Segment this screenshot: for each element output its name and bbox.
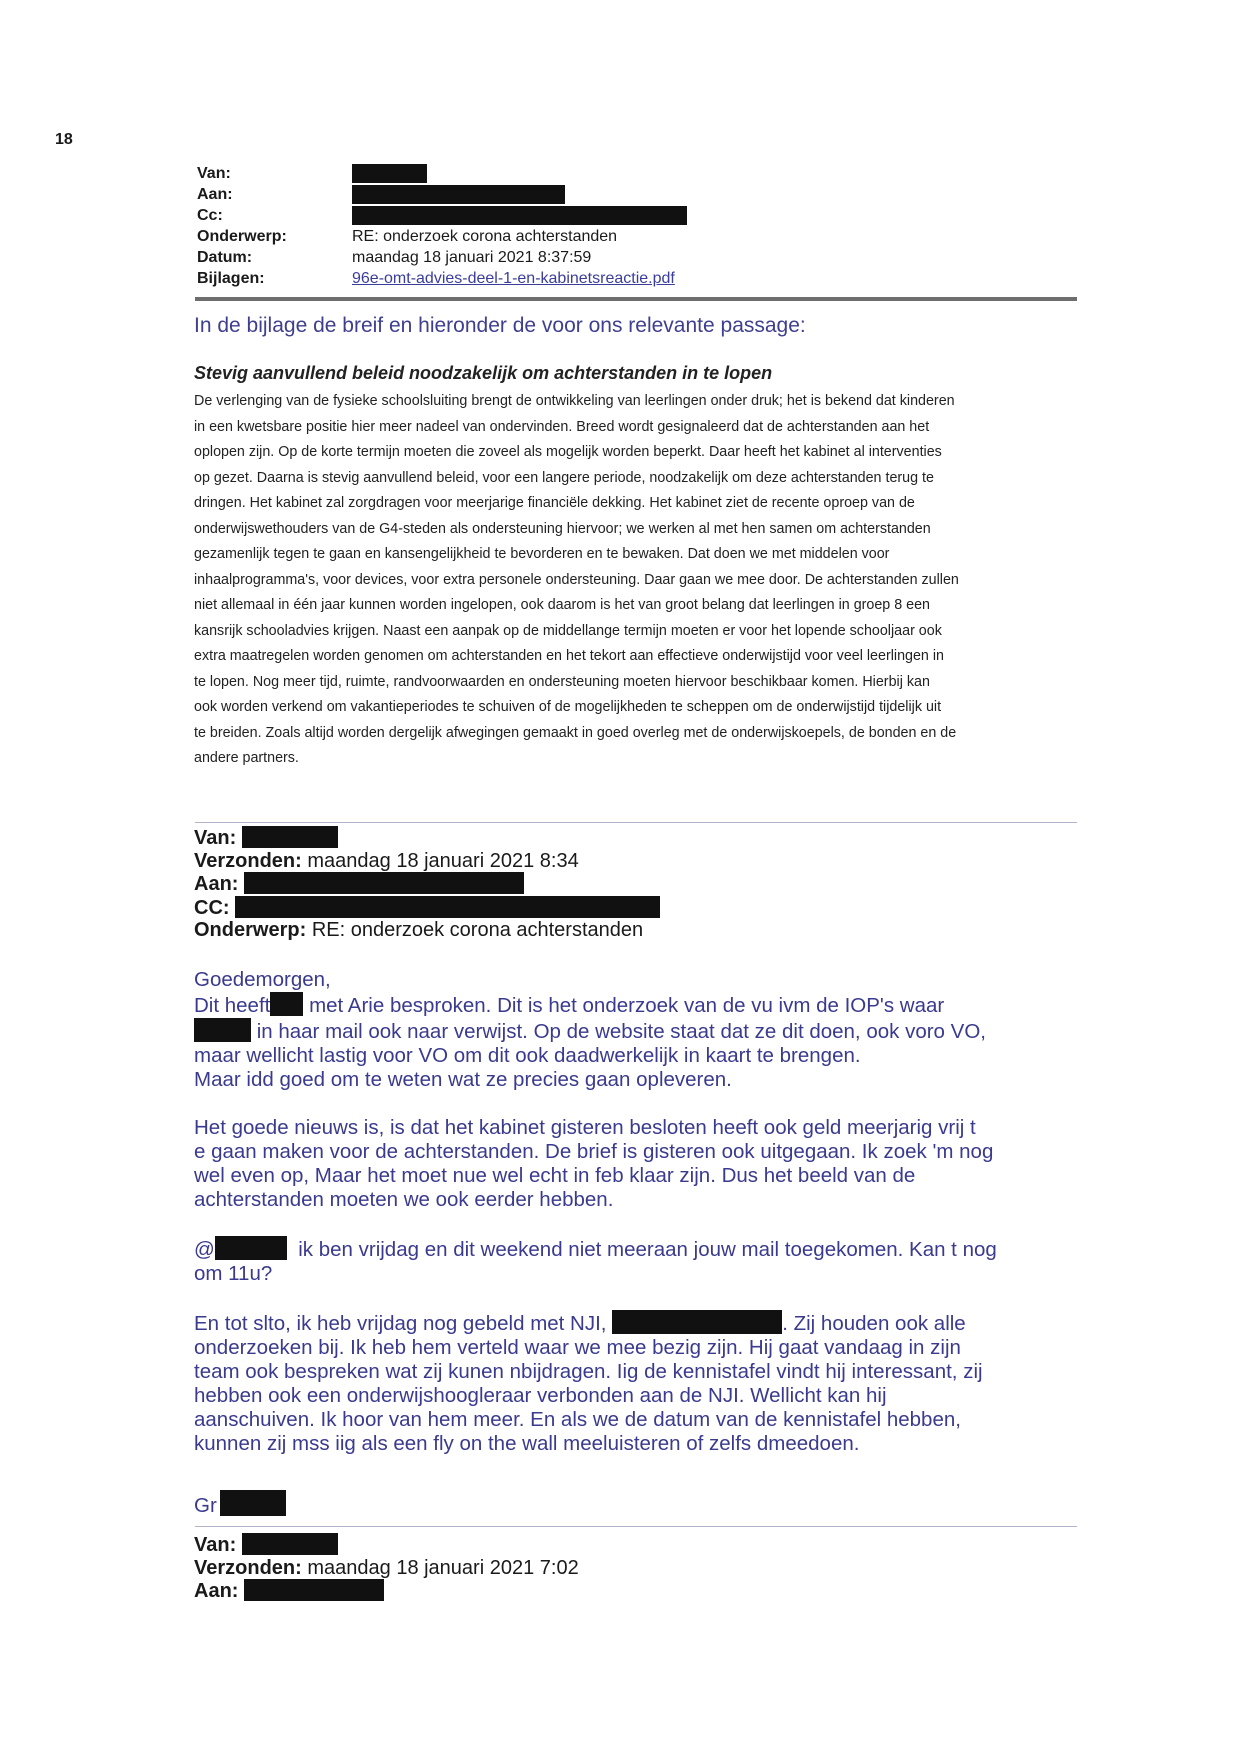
body-text: ik ben vrijdag en dit weekend niet meeraan jouw mail toegekomen. Kan t nog	[298, 1238, 997, 1261]
cc-label: Cc:	[197, 207, 223, 224]
redacted-recipient	[244, 1579, 384, 1601]
redacted-name	[612, 1310, 782, 1334]
passage-line: ook worden verkend om vakantieperiodes te schuiven of de mogelijkheden te scheppen om de onderwijstijd tijdelijk uit	[194, 699, 942, 715]
passage-line: dringen. Het kabinet zal zorgdragen voor meerjarige financiële dekking. Het kabinet ziet de recente oproep van de	[194, 495, 915, 511]
fwd1-cc-label: CC:	[194, 896, 230, 919]
redacted-sender	[242, 1533, 338, 1555]
body-text: in haar mail ook naar verwijst. Op de website staat dat ze dit doen, ook voro VO,	[256, 1020, 986, 1043]
fwd2-from-label: Van:	[194, 1534, 237, 1556]
fwd1-subject-value: RE: onderzoek corona achterstanden	[311, 919, 644, 941]
passage-line: oplopen zijn. Op de korte termijn moeten die zoveel als mogelijk worden beperkt. Daar heeft het kabinet al interventies	[194, 444, 942, 460]
redacted-recipient	[352, 185, 565, 204]
fwd2-sent-value: maandag 18 januari 2021 7:02	[307, 1556, 579, 1579]
redacted-cc	[235, 896, 660, 918]
fwd2-to-row	[194, 1579, 579, 1603]
passage-text	[194, 389, 1078, 772]
fwd1-sent-value: maandag 18 januari 2021 8:34	[307, 849, 579, 872]
body-line	[194, 1236, 997, 1262]
signoff	[194, 1490, 997, 1518]
body-line: achterstanden moeten we ook eerder hebben.	[194, 1188, 614, 1211]
passage-line: andere partners.	[194, 750, 299, 766]
body-text: Dit heeft	[194, 994, 271, 1017]
date-value: maandag 18 januari 2021 8:37:59	[352, 249, 592, 266]
body-line: hebben ook een onderwijshoogleraar verbonden aan de NJI. Wellicht kan hij	[194, 1384, 887, 1407]
fwd1-from-row	[194, 826, 660, 850]
header-divider	[195, 297, 1077, 301]
body-text: met Arie besproken. Dit is het onderzoek van de vu ivm de IOP's waar	[309, 994, 945, 1017]
attachments-label: Bijlagen:	[197, 270, 265, 287]
body-line	[194, 1310, 997, 1336]
body-line: om 11u?	[194, 1262, 273, 1285]
redacted-recipient	[244, 872, 524, 894]
redacted-sender	[242, 826, 338, 848]
forward-divider-1	[195, 822, 1077, 823]
fwd2-sent-row	[194, 1557, 579, 1580]
body-line: team ook bespreken wat zij kunen nbijdragen. Iig de kennistafel vindt hij interessant, zij	[194, 1360, 983, 1383]
fwd2-to-label: Aan:	[194, 1580, 239, 1602]
intro-text: In de bijlage de breif en hieronder de voor ons relevante passage:	[194, 314, 806, 337]
body-line: wel even op, Maar het moet nue wel echt in feb klaar zijn. Dus het beeld van de	[194, 1164, 916, 1187]
body-line: kunnen zij mss iig als een fly on the wall meeluisteren of zelfs dmeedoen.	[194, 1432, 860, 1455]
body-text: @	[194, 1238, 215, 1261]
forward-header-2	[194, 1533, 579, 1603]
fwd1-subject-row	[194, 919, 660, 942]
passage-line: te breiden. Zoals altijd worden dergelijk afwegingen gemaakt in goed overleg met de onderwijskoepels, de bonden en de	[194, 724, 957, 741]
passage-line: De verlenging van de fysieke schoolsluiting brengt de ontwikkeling van leerlingen onder druk; het is bekend dat kinderen	[194, 393, 955, 409]
fwd1-subject-label: Onderwerp:	[194, 919, 307, 941]
fwd1-cc-row	[194, 896, 660, 920]
signoff-text: Gr	[194, 1494, 217, 1517]
page-number: 18	[55, 131, 73, 148]
passage-line: gezamenlijk tegen te gaan en kansengelijkheid te bevorderen en te bewaken. Dat doen we met middelen voor	[194, 546, 890, 562]
from-label: Van:	[197, 165, 231, 182]
body-line: aanschuiven. Ik hoor van hem meer. En als we de datum van de kennistafel hebben,	[194, 1408, 961, 1431]
greeting: Goedemorgen,	[194, 968, 331, 991]
mail-body	[194, 968, 997, 1518]
body-line: maar wellicht lastig voor VO om dit ook daadwerkelijk in kaart te brengen.	[194, 1044, 861, 1067]
passage-line: extra maatregelen worden genomen om achterstanden en het tekort aan effectieve onderwijstijd voor veel leerlingen in	[194, 648, 944, 664]
redacted-name	[270, 992, 303, 1016]
redacted-name	[194, 1018, 251, 1042]
fwd1-sent-row	[194, 850, 660, 873]
body-line: e gaan maken voor de achterstanden. De brief is gisteren ook uitgegaan. Ik zoek 'm nog	[194, 1140, 994, 1163]
body-line: onderzoeken bij. Ik heb hem verteld waar we mee bezig zijn. Hij gaat vandaag in zijn	[194, 1336, 961, 1359]
body-line: Maar idd goed om te weten wat ze precies gaan opleveren.	[194, 1068, 732, 1091]
passage-line: onderwijswethouders van de G4-steden als ondersteuning hiervoor; we werken al met hen samen om achterstanden	[194, 520, 931, 537]
subject-value: RE: onderzoek corona achterstanden	[352, 228, 618, 245]
fwd1-to-row	[194, 872, 660, 896]
forward-header-1	[194, 826, 660, 942]
fwd1-sent-label: Verzonden:	[194, 849, 302, 872]
passage-line: op gezet. Daarna is stevig aanvullend beleid, voor een langere periode, noodzakelijk om deze achterstanden terug te	[194, 469, 934, 486]
redacted-sender	[352, 164, 427, 183]
passage-line: in een kwetsbare positie hier meer nadeel van ondervinden. Breed wordt gesignaleerd dat de achterstanden aan het	[194, 418, 930, 435]
date-label: Datum:	[197, 249, 253, 266]
fwd1-to-label: Aan:	[194, 873, 239, 895]
redacted-name	[220, 1490, 286, 1516]
body-line	[194, 1018, 997, 1044]
body-line: Het goede nieuws is, is dat het kabinet gisteren besloten heeft ook geld meerjarig vrij t	[194, 1116, 976, 1139]
redacted-cc	[352, 206, 687, 225]
attachment-link[interactable]: 96e-omt-advies-deel-1-en-kabinetsreactie.pdf	[352, 270, 675, 287]
subject-label: Onderwerp:	[197, 228, 287, 245]
fwd2-sent-label: Verzonden:	[194, 1556, 302, 1579]
body-text: En tot slto, ik heb vrijdag nog gebeld met NJI,	[194, 1312, 607, 1335]
redacted-name	[215, 1236, 287, 1260]
passage-title: Stevig aanvullend beleid noodzakelijk om achterstanden in te lopen	[194, 363, 773, 383]
to-label: Aan:	[197, 186, 233, 203]
passage-line: kansrijk schooladvies krijgen. Naast een aanpak op de middellange termijn moeten er voor het lopende schooljaar ook	[194, 622, 942, 639]
forward-divider-2	[195, 1526, 1077, 1527]
passage-line: inhaalprogramma's, voor devices, voor extra personele ondersteuning. Daar gaan we mee door. De achterstanden zullen	[194, 571, 959, 588]
body-line	[194, 992, 997, 1018]
fwd1-from-label: Van:	[194, 827, 237, 849]
body-text: . Zij houden ook alle	[782, 1312, 966, 1335]
passage-line: niet allemaal in één jaar kunnen worden ingelopen, ook daarom is het van groot belang dat leerlingen in groep 8 een	[194, 597, 931, 613]
passage-line: te lopen. Nog meer tijd, ruimte, randvoorwaarden en ondersteuning moeten hiervoor beschikbaar komen. Hierbij kan	[194, 673, 930, 690]
fwd2-from-row	[194, 1533, 579, 1557]
